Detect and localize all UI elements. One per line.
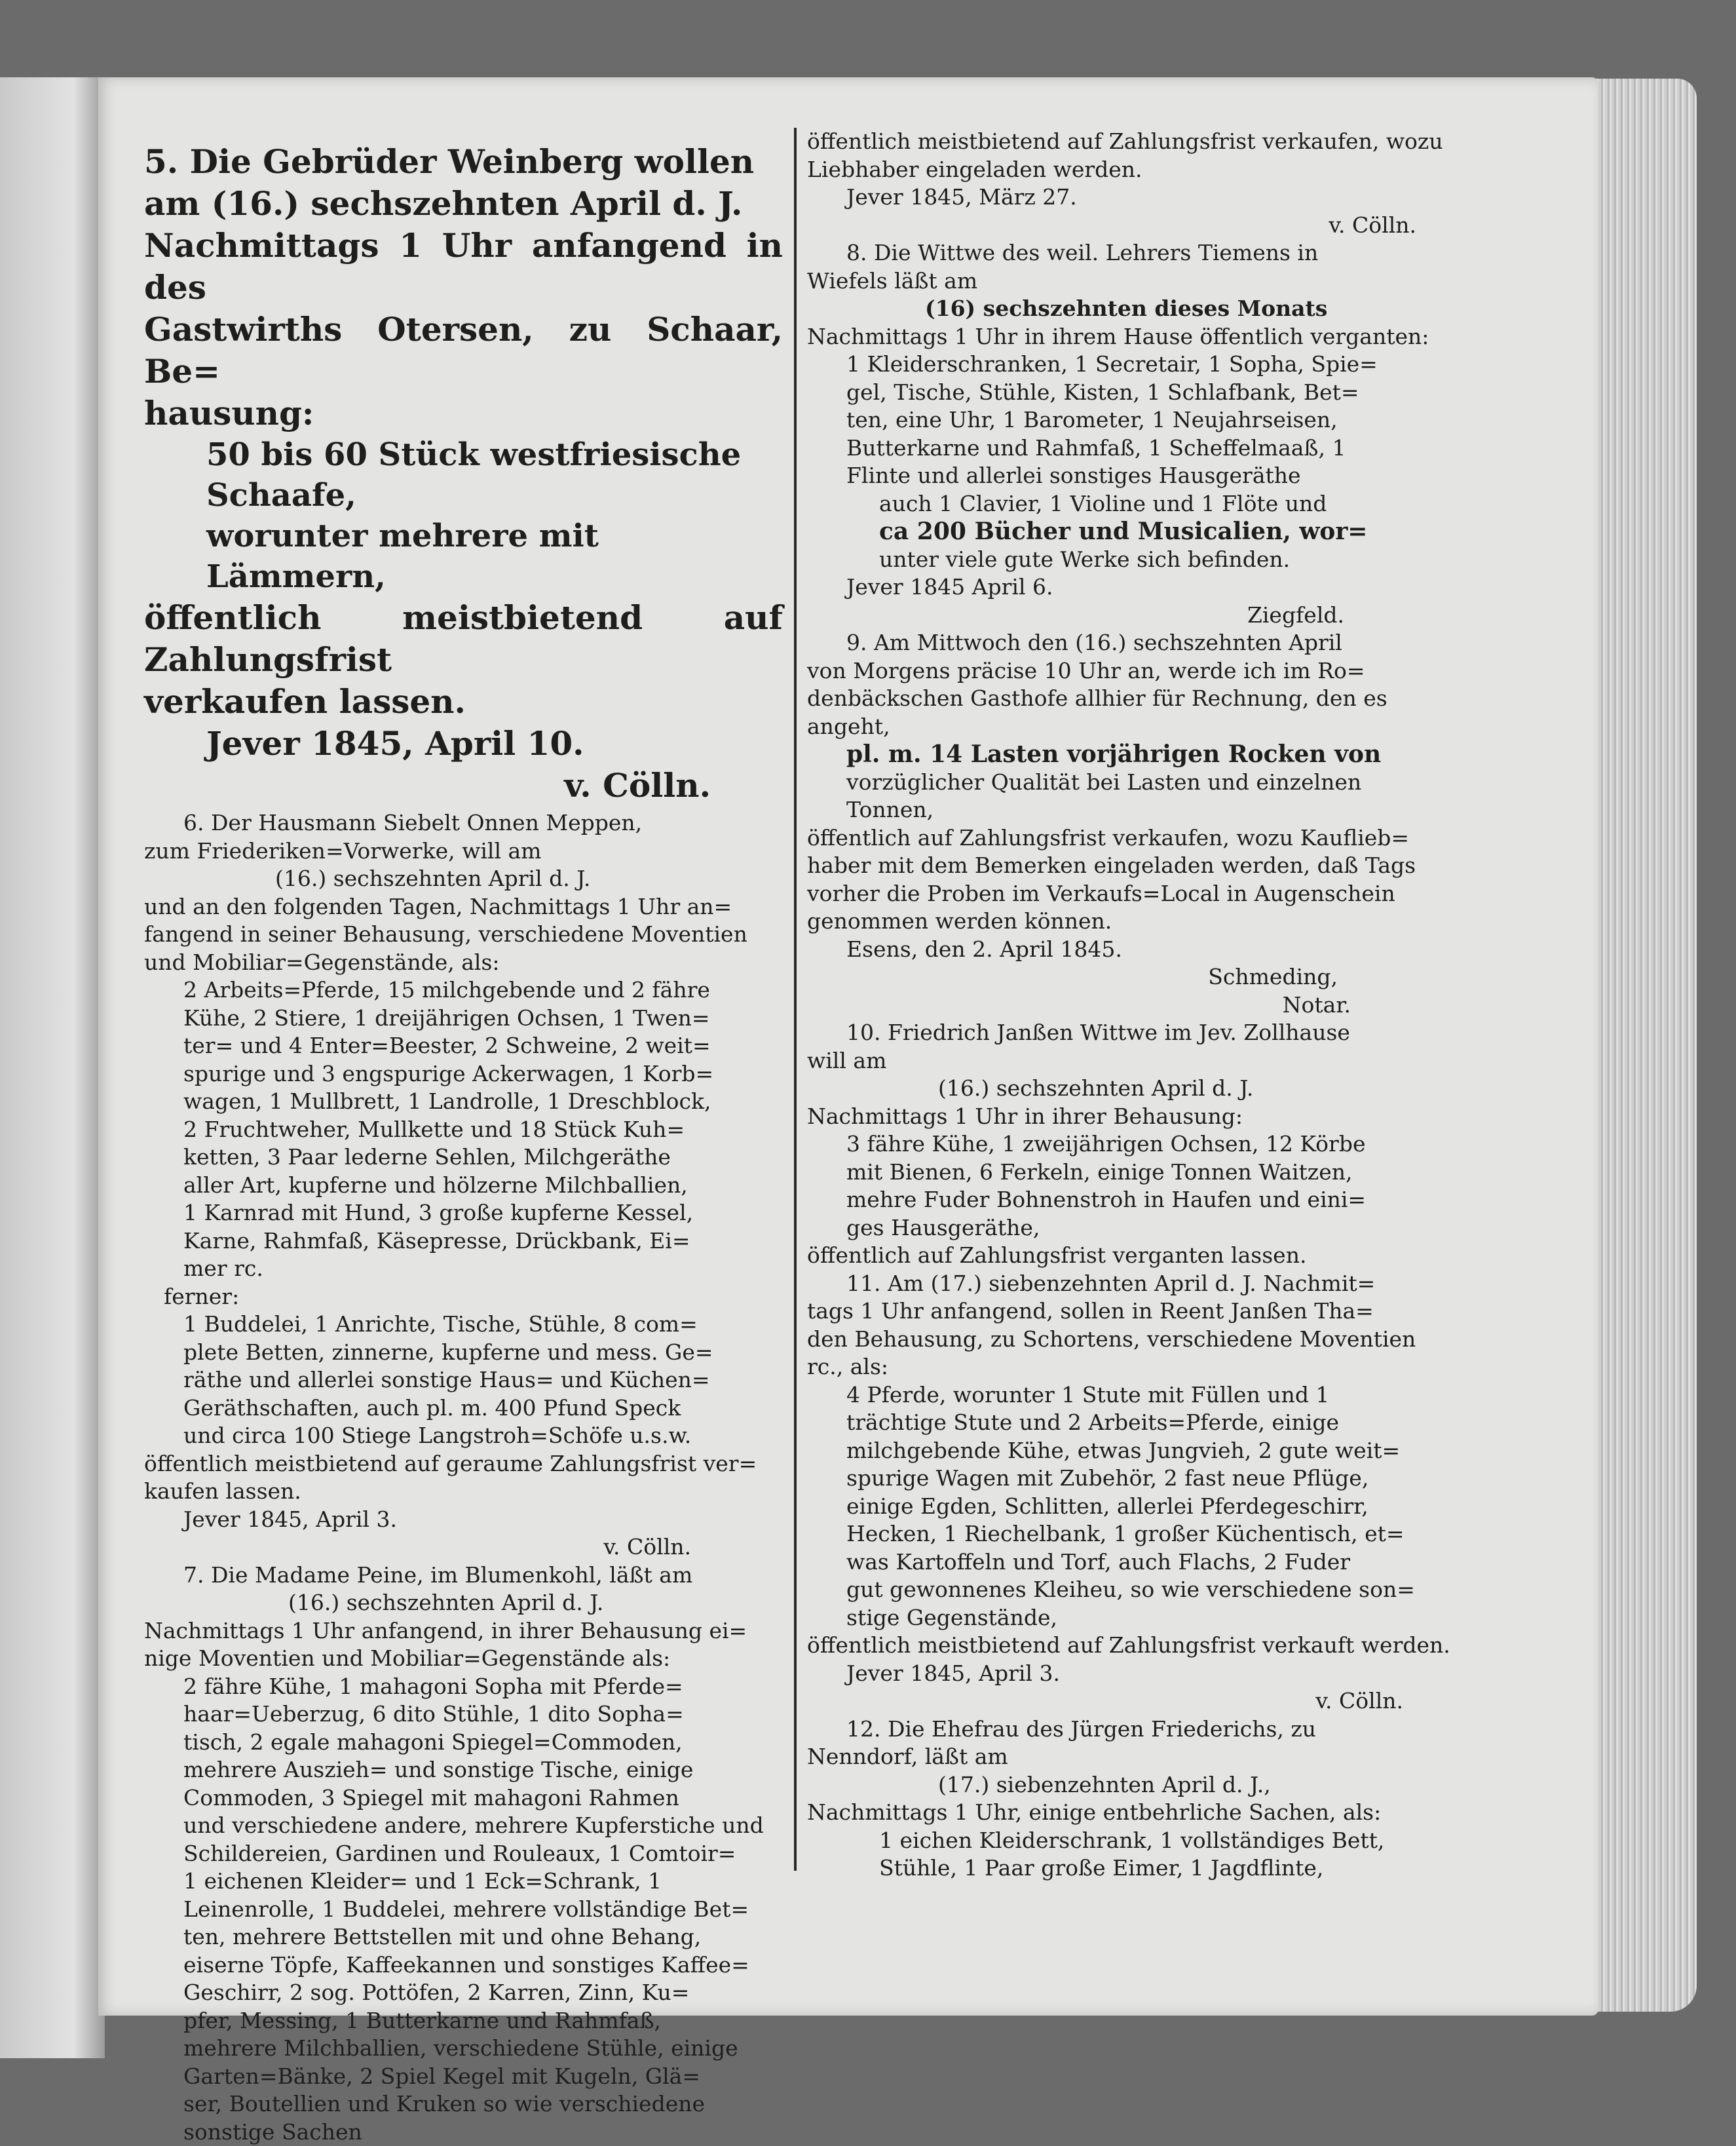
notice-item: milchgebende Kühe, etwas Jungvieh, 2 gute weit= [807,1437,1456,1465]
notice-9 [807,629,1456,1019]
notice-item: Kühe, 2 Stiere, 1 dreijährigen Ochsen, 1 Twen= [144,1005,783,1033]
notice-item: ges Hausgeräthe, [807,1214,1456,1242]
notice-signature: Schmeding, [807,963,1456,991]
notice-item: ser, Boutellien und Kruken so wie verschiedene [144,2090,783,2118]
notice-line: 8. Die Wittwe des weil. Lehrers Tiemens in [807,239,1456,267]
notice-12 [807,1715,1456,1883]
notice-date: Jever 1845, April 3. [144,1506,783,1534]
notice-item: ca 200 Bücher und Musicalien, wor= [807,518,1456,546]
notice-item: 1 Kleiderschranken, 1 Secretair, 1 Sopha, Spie= [807,351,1456,379]
notice-item: spurige und 3 engspurige Ackerwagen, 1 Korb= [144,1060,783,1088]
notice-6 [144,809,783,1562]
notice-item: Geräthschaften, auch pl. m. 400 Pfund Speck [144,1394,783,1423]
notice-line: den Behausung, zu Schortens, verschiedene Moventien [807,1326,1456,1354]
notice-signature: v. Cölln. [144,765,783,807]
notice-item: mehrere Milchballien, verschiedene Stühle, einige [144,2035,783,2063]
notice-line: denbäckschen Gasthofe allhier für Rechnung, den es [807,685,1456,713]
notice-item: ten, eine Uhr, 1 Barometer, 1 Neujahrseisen, [807,406,1456,434]
notice-line: am (16.) sechszehnten April d. J. [144,183,783,225]
notice-line: Gastwirths Otersen, zu Schaar, Be= [144,309,783,393]
notice-signature: v. Cölln. [807,1687,1456,1715]
notice-line: (16) sechszehnten dieses Monats [807,295,1456,323]
notice-line: Nachmittags 1 Uhr, einige entbehrliche Sachen, als: [807,1799,1456,1827]
notice-item: trächtige Stute und 2 Arbeits=Pferde, einige [807,1409,1456,1437]
notice-date: Jever 1845 April 6. [807,573,1456,602]
notice-line: öffentlich auf Zahlungsfrist verkaufen, wozu Kauflieb= [807,824,1456,853]
notice-line: haber mit dem Bemerken eingeladen werden, daß Tags [807,852,1456,880]
notice-item: 1 Buddelei, 1 Anrichte, Tische, Stühle, 8 com= [144,1311,783,1339]
notice-line: fangend in seiner Behausung, verschiedene Moventien [144,921,783,949]
notice-item: und circa 100 Stiege Langstroh=Schöfe u.s.w. [144,1422,783,1450]
notice-date: Esens, den 2. April 1845. [807,936,1456,964]
notice-item: mer rc. [144,1255,783,1283]
notice-item: Tonnen, [807,796,1456,824]
notice-item: mehrere Auszieh= und sonstige Tische, einige [144,1756,783,1784]
notice-item: worunter mehrere mit Lämmern, [144,516,783,597]
notice-item: ten, mehrere Bettstellen mit und ohne Behang, [144,1923,783,1951]
notice-item: pl. m. 14 Lasten vorjährigen Rocken von [807,740,1456,769]
notice-signature: v. Cölln. [807,212,1456,240]
notice-7-continued [807,128,1456,239]
notice-item: Flinte und allerlei sonstiges Hausgeräthe [807,462,1456,490]
notice-signature: Notar. [807,991,1456,1020]
notice-date: Jever 1845, April 10. [144,723,783,765]
notice-line: verkaufen lassen. [144,681,783,723]
notice-line: 7. Die Madame Peine, im Blumenkohl, läßt am [144,1562,783,1590]
notice-item: stige Gegenstände, [807,1604,1456,1632]
notice-item: tisch, 2 egale mahagoni Spiegel=Commoden, [144,1729,783,1757]
notice-line: (16.) sechszehnten April d. J. [144,865,783,893]
notice-line: 10. Friedrich Janßen Wittwe im Jev. Zollhause [807,1019,1456,1047]
notice-date: Jever 1845, April 3. [807,1660,1456,1688]
notice-item: 2 Arbeits=Pferde, 15 milchgebende und 2 fähre [144,976,783,1005]
notice-line: Nachmittags 1 Uhr anfangend, in ihrer Behausung ei= [144,1617,783,1645]
notice-item: spurige Wagen mit Zubehör, 2 fast neue Pflüge, [807,1465,1456,1493]
notice-7 [144,1562,783,2146]
notice-line: Nachmittags 1 Uhr anfangend in des [144,225,783,309]
left-page-edge [0,77,105,2058]
notice-item: haar=Ueberzug, 6 dito Stühle, 1 dito Sopha= [144,1700,783,1729]
notice-line: zum Friederiken=Vorwerke, will am [144,837,783,866]
notice-line: 5. Die Gebrüder Weinberg wollen [144,141,783,183]
notice-item: ketten, 3 Paar lederne Sehlen, Milchgeräthe [144,1143,783,1172]
notice-line: vorher die Proben im Verkaufs=Local in Augenschein [807,880,1456,908]
notice-item: einige Egden, Schlitten, allerlei Pferdegeschirr, [807,1493,1456,1521]
notice-item: Hecken, 1 Riechelbank, 1 großer Küchentisch, et= [807,1520,1456,1548]
notice-date: Jever 1845, März 27. [807,183,1456,212]
page-stack-edge [1585,79,1697,2012]
notice-item: was Kartoffeln und Torf, auch Flachs, 2 Fuder [807,1548,1456,1577]
notice-item: Commoden, 3 Spiegel mit mahagoni Rahmen [144,1784,783,1812]
notice-11 [807,1270,1456,1715]
notice-item: mit Bienen, 6 Ferkeln, einige Tonnen Waitzen, [807,1159,1456,1187]
notice-line: (17.) siebenzehnten April d. J., [807,1771,1456,1799]
notice-item: räthe und allerlei sonstige Haus= und Küchen= [144,1366,783,1394]
notice-item: und verschiedene andere, mehrere Kupferstiche und [144,1812,783,1840]
notice-item: eiserne Töpfe, Kaffeekannen und sonstiges Kaffee= [144,1951,783,1980]
notice-line: öffentlich meistbietend auf Zahlungsfrist [144,597,783,681]
notice-10 [807,1019,1456,1270]
notice-line: Nachmittags 1 Uhr in ihrem Hause öffentlich verganten: [807,323,1456,351]
notice-line: (16.) sechszehnten April d. J. [144,1589,783,1617]
notice-line: rc., als: [807,1353,1456,1381]
left-column [144,141,783,2146]
notice-item: vorzüglicher Qualität bei Lasten und einzelnen [807,769,1456,797]
notice-item: gut gewonnenes Kleiheu, so wie verschiedene son= [807,1576,1456,1604]
notice-line: von Morgens präcise 10 Uhr an, werde ich im Ro= [807,657,1456,685]
notice-item: 1 Karnrad mit Hund, 3 große kupferne Kessel, [144,1199,783,1227]
notice-line: 11. Am (17.) siebenzehnten April d. J. Nachmit= [807,1270,1456,1298]
notice-item: mehre Fuder Bohnenstroh in Haufen und eini= [807,1186,1456,1214]
notice-line: 9. Am Mittwoch den (16.) sechszehnten April [807,629,1456,657]
notice-line: öffentlich meistbietend auf geraume Zahlungsfrist ver= [144,1450,783,1478]
notice-item: wagen, 1 Mullbrett, 1 Landrolle, 1 Dreschblock, [144,1088,783,1116]
notice-item: unter viele gute Werke sich befinden. [807,546,1456,574]
notice-item: 1 eichen Kleiderschrank, 1 vollständiges Bett, [807,1827,1456,1855]
notice-item: pfer, Messing, 1 Butterkarne und Rahmfaß, [144,2007,783,2035]
notice-line: öffentlich auf Zahlungsfrist verganten lassen. [807,1242,1456,1270]
notice-item: aller Art, kupferne und hölzerne Milchballien, [144,1172,783,1200]
notice-item: ter= und 4 Enter=Beester, 2 Schweine, 2 weit= [144,1032,783,1060]
notice-line: Nachmittags 1 Uhr in ihrer Behausung: [807,1103,1456,1131]
notice-item: auch 1 Clavier, 1 Violine und 1 Flöte und [807,490,1456,518]
notice-signature: Ziegfeld. [807,602,1456,630]
notice-signature: v. Cölln. [144,1533,783,1562]
notice-line: tags 1 Uhr anfangend, sollen in Reent Janßen Tha= [807,1297,1456,1326]
notice-item: 4 Pferde, worunter 1 Stute mit Füllen und 1 [807,1381,1456,1409]
notice-item: Garten=Bänke, 2 Spiel Kegel mit Kugeln, Glä= [144,2063,783,2091]
notice-line: und Mobiliar=Gegenstände, als: [144,949,783,977]
notice-line: 6. Der Hausmann Siebelt Onnen Meppen, [144,809,783,837]
notice-line: 12. Die Ehefrau des Jürgen Friederichs, zu [807,1715,1456,1744]
notice-line: kaufen lassen. [144,1478,783,1506]
notice-line: nige Moventien und Mobiliar=Gegenstände als: [144,1645,783,1673]
notice-5 [144,141,783,807]
notice-item: Karne, Rahmfaß, Käsepresse, Drückbank, Ei= [144,1227,783,1255]
notice-line: öffentlich meistbietend auf Zahlungsfrist verkaufen, wozu [807,128,1456,156]
notice-item: sonstige Sachen [144,2118,783,2146]
notice-line: Nenndorf, läßt am [807,1743,1456,1771]
column-divider [794,128,797,1871]
notice-item: gel, Tische, Stühle, Kisten, 1 Schlafbank, Bet= [807,379,1456,407]
notice-item: plete Betten, zinnerne, kupferne und mess. Ge= [144,1339,783,1367]
notice-line: Liebhaber eingeladen werden. [807,156,1456,184]
notice-item: 50 bis 60 Stück westfriesische Schaafe, [144,434,783,516]
notice-item: 1 eichenen Kleider= und 1 Eck=Schrank, 1 [144,1868,783,1896]
notice-line: will am [807,1047,1456,1075]
notice-item: Butterkarne und Rahmfaß, 1 Scheffelmaaß, 1 [807,434,1456,463]
notice-item: Leinenrolle, 1 Buddelei, mehrere vollständige Bet= [144,1896,783,1924]
notice-line: ferner: [144,1283,783,1311]
notice-line: Wiefels läßt am [807,267,1456,296]
notice-item: 3 fähre Kühe, 1 zweijährigen Ochsen, 12 Körbe [807,1130,1456,1159]
notice-line: hausung: [144,393,783,434]
right-column [807,128,1456,1883]
notice-line: öffentlich meistbietend auf Zahlungsfrist verkauft werden. [807,1632,1456,1660]
notice-item: 2 Fruchtweher, Mullkette und 18 Stück Kuh= [144,1116,783,1144]
notice-item: Geschirr, 2 sog. Pottöfen, 2 Karren, Zinn, Ku= [144,1979,783,2007]
notice-line: und an den folgenden Tagen, Nachmittags 1 Uhr an= [144,893,783,921]
notice-line: genommen werden können. [807,908,1456,936]
notice-item: Schildereien, Gardinen und Rouleaux, 1 Comtoir= [144,1840,783,1868]
notice-line: angeht, [807,713,1456,741]
notice-item: 2 fähre Kühe, 1 mahagoni Sopha mit Pferde= [144,1673,783,1701]
notice-item: Stühle, 1 Paar große Eimer, 1 Jagdflinte, [807,1854,1456,1883]
notice-8 [807,239,1456,629]
notice-line: (16.) sechszehnten April d. J. [807,1075,1456,1103]
